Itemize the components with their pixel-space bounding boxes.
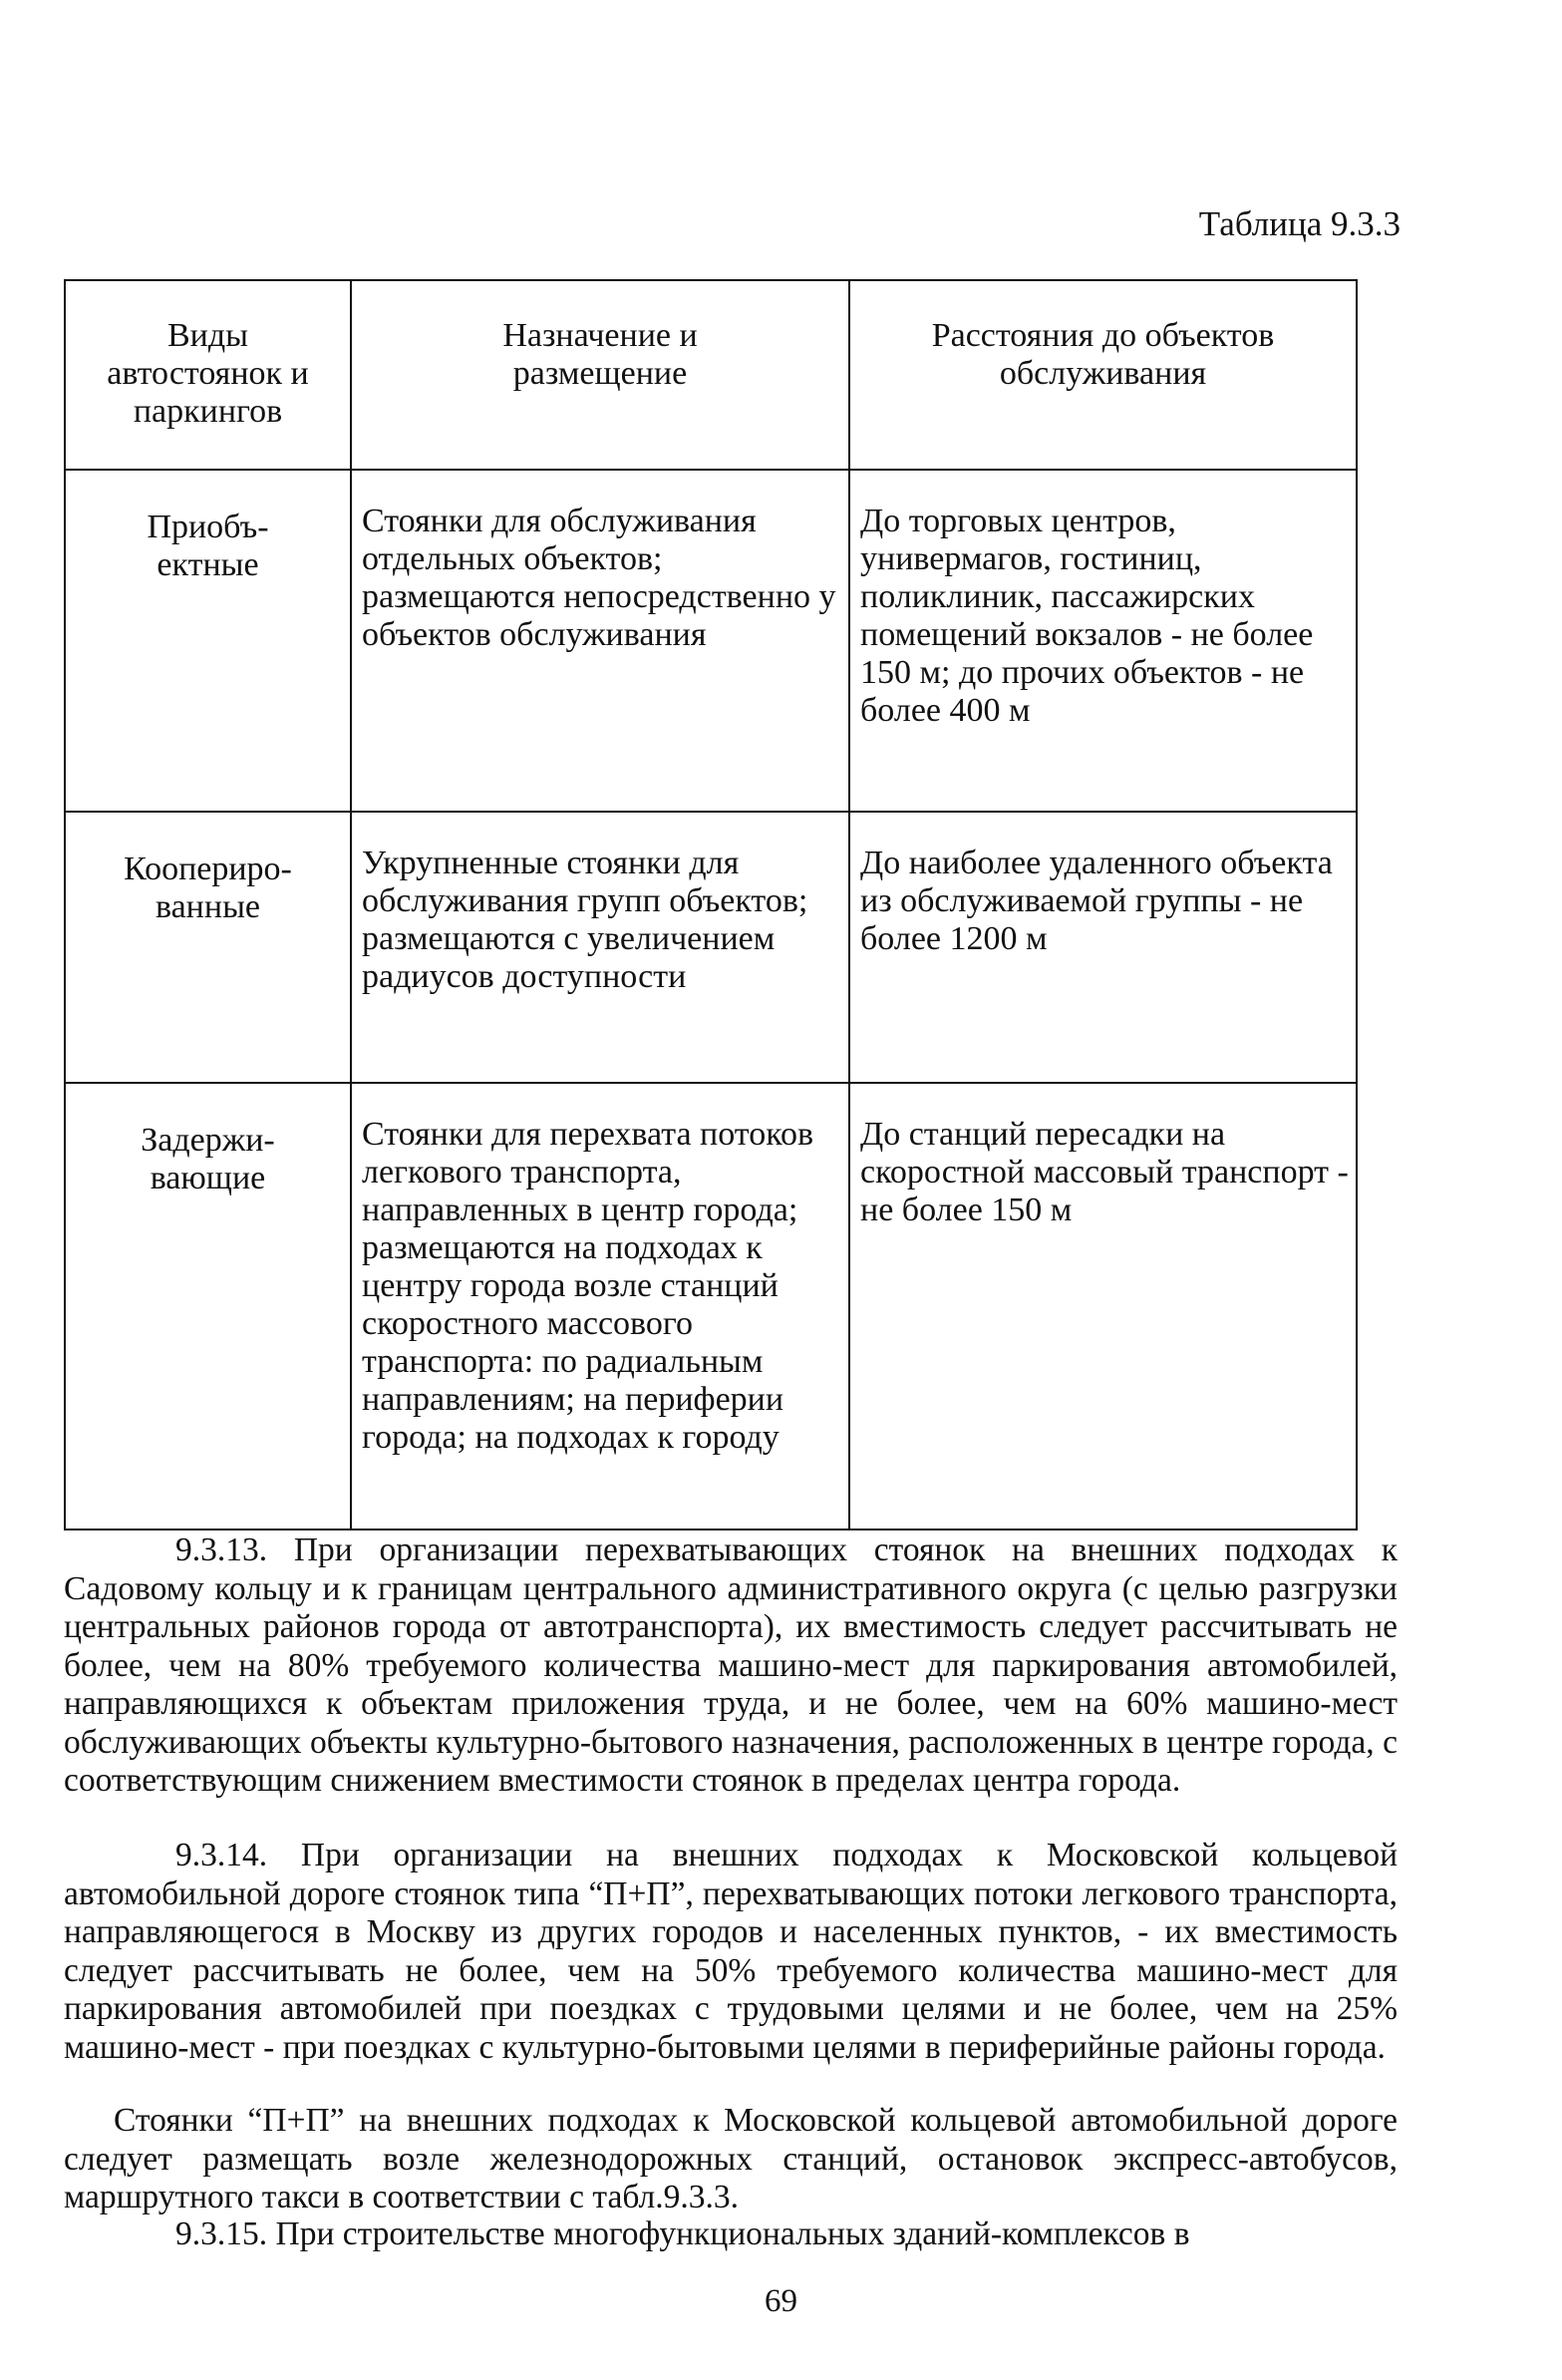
row-kind: Задержи-вающие xyxy=(65,1083,351,1530)
parking-types-table xyxy=(64,279,1358,1530)
row-kind: Приобъ-ектные xyxy=(65,470,351,812)
table-row xyxy=(65,812,1357,1083)
paragraph-pp-stations: Стоянки “П+П” на внешних подходах к Московской кольцевой автомобильной дороге следует размещать возле железнодорожных станций, остановок экспресс-автобусов, маршрутного такси в соответствии с табл.9.3.3. xyxy=(64,2102,1398,2215)
table-row xyxy=(65,1083,1357,1530)
row-distance: До станций пересадки на скоростной массовый транспорт - не более 150 м xyxy=(849,1083,1357,1530)
paragraph-9-3-14: 9.3.14. При организации на внешних подходах к Московской кольцевой автомобильной дороге стоянок типа “П+П”, перехватывающих потоки легкового транспорта, направляющегося в Москву из других городов и населенных пунктов, - их вместимость следует рассчитывать не более, чем на 50% требуемого количества машино-мест для паркирования автомобилей при поездках с трудовыми целями и не более, чем на 25% машино-мест - при поездках с культурно-бытовыми целями в периферийные районы города. xyxy=(64,1837,1398,2066)
paragraph-9-3-15: 9.3.15. При строительстве многофункциональных зданий-комплексов в xyxy=(175,2215,1190,2252)
row-purpose: Укрупненные стоянки для обслуживания групп объектов; размещаются с увеличением радиусов доступности xyxy=(351,812,849,1083)
paragraph-9-3-13: 9.3.13. При организации перехватывающих стоянок на внешних подходах к Садовому кольцу и к границам центрального административного округа (с целью разгрузки центральных районов города от автотранспорта), их вместимость следует рассчитывать не более, чем на 80% требуемого количества машино-мест для паркирования автомобилей, направляющихся к объектам приложения труда, и не более, чем на 60% машино-мест обслуживающих объекты культурно-бытового назначения, расположенных в центре города, с соответствующим снижением вместимости стоянок в пределах центра города. xyxy=(64,1531,1398,1799)
header-purpose: Назначение и размещение xyxy=(351,280,849,470)
row-kind: Коопериро-ванные xyxy=(65,812,351,1083)
row-purpose: Стоянки для перехвата потоков легкового транспорта, направленных в центр города; размещаются на подходах к центру города возле станций скоростного массового транспорта: по радиальным направлениям; на периферии города; на подходах к городу xyxy=(351,1083,849,1530)
table-header-row xyxy=(65,280,1357,470)
row-distance: До наиболее удаленного объекта из обслуживаемой группы - не более 1200 м xyxy=(849,812,1357,1083)
header-distance: Расстояния до объектов обслуживания xyxy=(849,280,1357,470)
table-row xyxy=(65,470,1357,812)
table-caption: Таблица 9.3.3 xyxy=(1198,204,1401,243)
header-kind: Виды автостоянок и паркингов xyxy=(65,280,351,470)
page-number: 69 xyxy=(765,2283,797,2319)
row-purpose: Стоянки для обслуживания отдельных объектов; размещаются непосредственно у объектов обслуживания xyxy=(351,470,849,812)
row-distance: До торговых центров, универмагов, гостиниц, поликлиник, пассажирских помещений вокзалов - не более 150 м; до прочих объектов - не более 400 м xyxy=(849,470,1357,812)
